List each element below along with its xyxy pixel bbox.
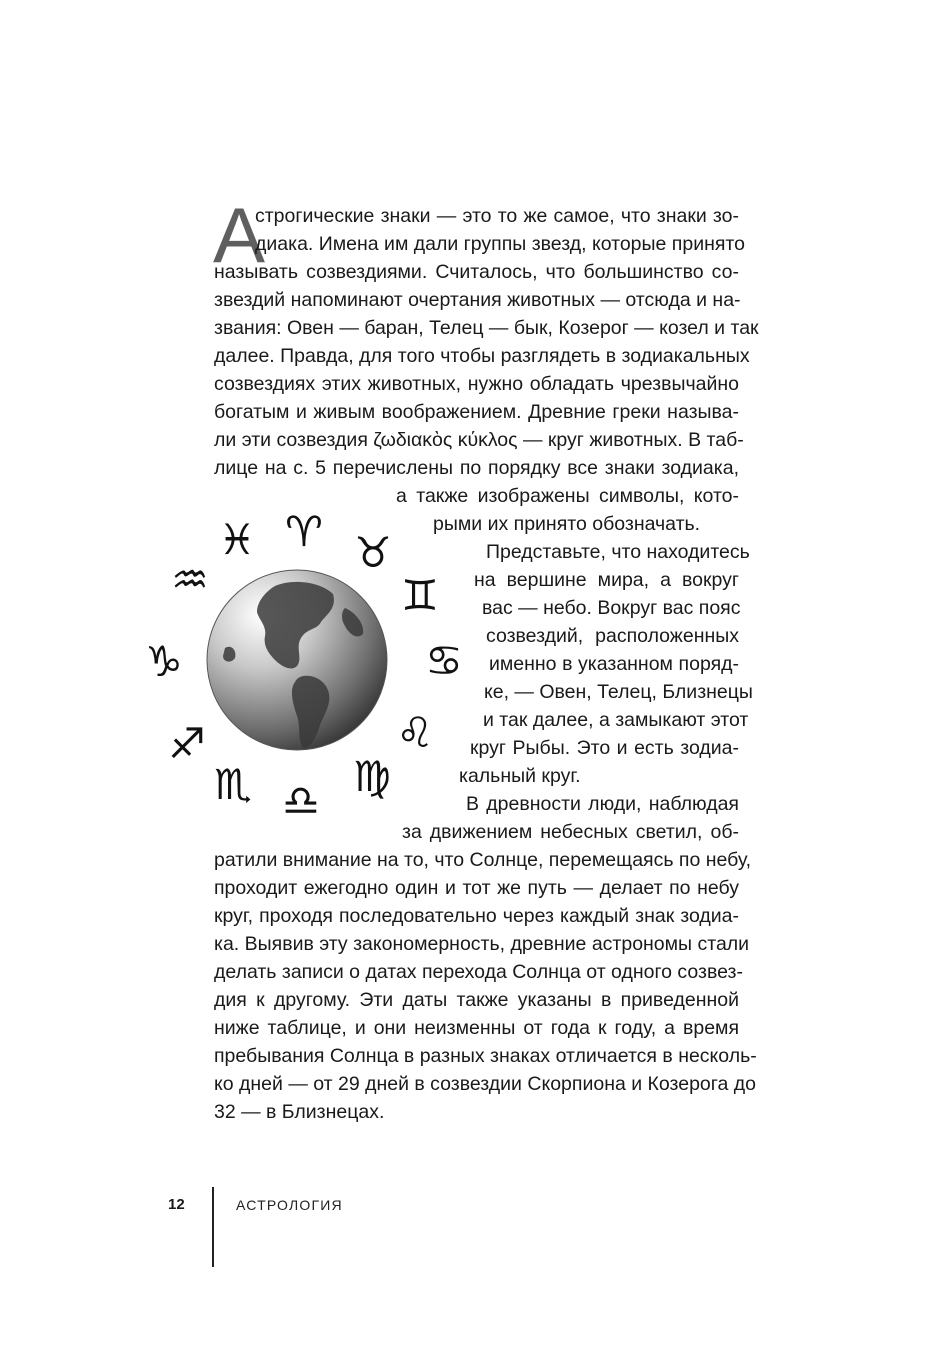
earth-globe-icon: [205, 568, 389, 752]
cancer-icon: ♋: [425, 636, 463, 685]
text-line: круг, проходя последовательно через каждый знак зодиа-: [214, 905, 739, 927]
text-line: пребывания Солнца в разных знаках отличается в несколь-: [214, 1045, 757, 1067]
text-line: лице на с. 5 перечислены по порядку все знаки зодиака,: [214, 457, 739, 479]
leo-icon: ♌: [396, 708, 434, 757]
text-line: делать записи о датах перехода Солнца от одного созвез-: [214, 961, 743, 983]
text-line: строгические знаки — это то же самое, что знаки зо-: [255, 205, 739, 227]
aries-icon: ♈: [285, 507, 323, 556]
text-line: вас — небо. Вокруг вас пояс: [482, 597, 741, 619]
aquarius-icon: ♒: [171, 555, 209, 604]
text-line: и так далее, а замыкают этот: [483, 709, 749, 731]
text-line: ко дней — от 29 дней в созвездии Скорпиона и Козерога до: [214, 1073, 756, 1095]
page-number: 12: [168, 1196, 185, 1213]
sagittarius-icon: ♐: [168, 719, 206, 768]
text-line: ке, — Овен, Телец, Близнецы: [484, 681, 753, 703]
text-line: проходит ежегодно один и тот же путь — делает по небу: [214, 877, 739, 899]
text-line: звездий напоминают очертания животных — отсюда и на-: [214, 289, 741, 311]
text-line: далее. Правда, для того чтобы разглядеть в зодиакальных: [214, 345, 750, 367]
text-line: богатым и живым воображением. Древние греки называ-: [214, 401, 739, 423]
taurus-icon: ♉: [354, 528, 392, 577]
text-line: за движением небесных светил, об-: [402, 821, 739, 843]
text-line: созвездий, расположенных: [486, 625, 739, 647]
text-line: рыми их принято обозначать.: [433, 513, 701, 535]
scorpio-icon: ♏: [214, 760, 252, 809]
text-line: диака. Имена им дали группы звезд, которые принято: [255, 233, 745, 255]
text-line: ли эти созвездия ζωδιακὸς κύκλος — круг животных. В таб-: [214, 429, 744, 451]
text-line: круг Рыбы. Это и есть зодиа-: [470, 737, 739, 759]
running-title: АСТРОЛОГИЯ: [236, 1197, 343, 1213]
pisces-icon: ♓: [218, 515, 256, 564]
text-line: ниже таблице, и они неизменны от года к году, а время: [214, 1017, 739, 1039]
text-line: дия к другому. Эти даты также указаны в приведенной: [214, 989, 739, 1011]
text-line: Представьте, что находитесь: [486, 541, 750, 563]
text-line: именно в указанном поряд-: [489, 653, 739, 675]
capricorn-icon: ♑: [145, 637, 183, 686]
footer-divider: [212, 1187, 214, 1267]
virgo-icon: ♍: [353, 752, 391, 801]
text-line: звания: Овен — баран, Телец — бык, Козерог — козел и так: [214, 317, 759, 339]
text-line: 32 — в Близнецах.: [214, 1101, 385, 1123]
text-line: кальный круг.: [459, 765, 581, 787]
drop-cap: А: [213, 191, 266, 279]
text-line: а также изображены символы, кото-: [396, 485, 739, 507]
gemini-icon: ♊: [401, 571, 439, 620]
text-line: В древности люди, наблюдая: [466, 793, 739, 815]
text-line: созвездиях этих животных, нужно обладать чрезвычайно: [214, 373, 739, 395]
text-line: на вершине мира, а вокруг: [474, 569, 739, 591]
libra-icon: ♎: [282, 776, 320, 825]
text-line: называть созвездиями. Считалось, что большинство со-: [214, 261, 739, 283]
text-line: ка. Выявив эту закономерность, древние астрономы стали: [214, 933, 750, 955]
text-line: ратили внимание на то, что Солнце, перемещаясь по небу,: [214, 849, 752, 871]
